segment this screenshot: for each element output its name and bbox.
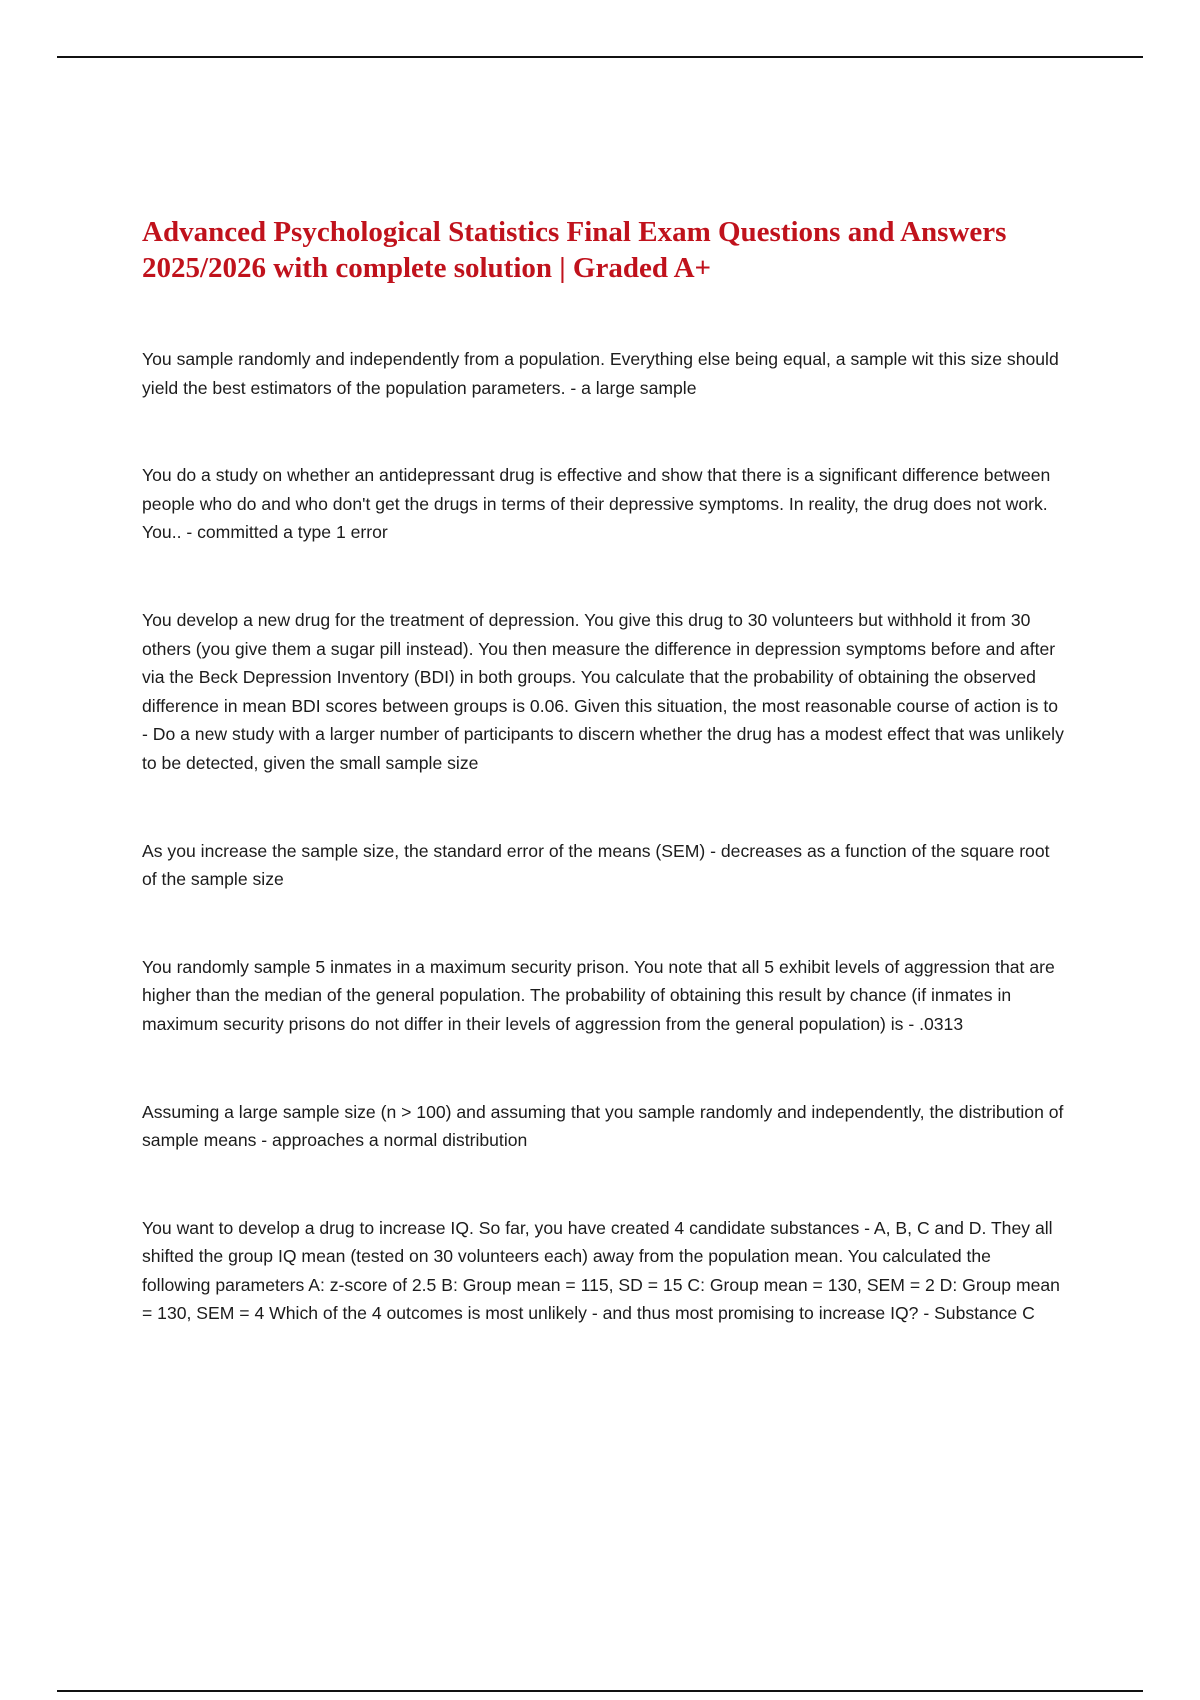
header-rule [57, 56, 1143, 58]
qa-item: You do a study on whether an antidepressant drug is effective and show that there is a significant difference between people who do and who don't get the drugs in terms of their depressive symptoms. In reality, the drug does not work. You.. - committed a type 1 error [142, 465, 1051, 543]
qa-item: As you increase the sample size, the standard error of the means (SEM) - decreases as a function of the square root of the sample size [142, 840, 1050, 890]
qa-item: Assuming a large sample size (n > 100) and assuming that you sample randomly and independently, the distribution of sample means - approaches a normal distribution [142, 1101, 1064, 1151]
page-title: Advanced Psychological Statistics Final Exam Questions and Answers 2025/2026 with complete solution | Graded A+ [142, 216, 1007, 284]
qa-item: You sample randomly and independently from a population. Everything else being equal, a sample wit this size should yield the best estimators of the population parameters. - a large sample [142, 349, 1059, 398]
qa-item: You randomly sample 5 inmates in a maximum security prison. You note that all 5 exhibit levels of aggression that are higher than the median of the general population. The probability of obtaining this result by chance (if inmates in maximum security prisons do not differ in their levels of aggression from the general population) is - .0313 [142, 956, 1055, 1034]
qa-list [142, 345, 1064, 1328]
footer-rule [57, 1690, 1143, 1692]
qa-item: You develop a new drug for the treatment of depression. You give this drug to 30 volunteers but withhold it from 30 others (you give them a sugar pill instead). You then measure the difference in depression symptoms before and after via the Beck Depression Inventory (BDI) in both groups. You calculate that the probability of obtaining the observed difference in mean BDI scores between groups is 0.06. Given this situation, the most reasonable course of action is to - Do a new study with a larger number of participants to discern whether the drug has a modest effect that was unlikely to be detected, given the small sample size [142, 609, 1064, 773]
qa-item: You want to develop a drug to increase IQ. So far, you have created 4 candidate substances - A, B, C and D. They all shifted the group IQ mean (tested on 30 volunteers each) away from the population mean. You calculated the following parameters A: z-score of 2.5 B: Group mean = 115, SD = 15 C: Group mean = 130, SEM = 2 D: Group mean = 130, SEM = 4 Which of the 4 outcomes is most unlikely - and thus most promising to increase IQ? - Substance C [142, 1217, 1060, 1324]
